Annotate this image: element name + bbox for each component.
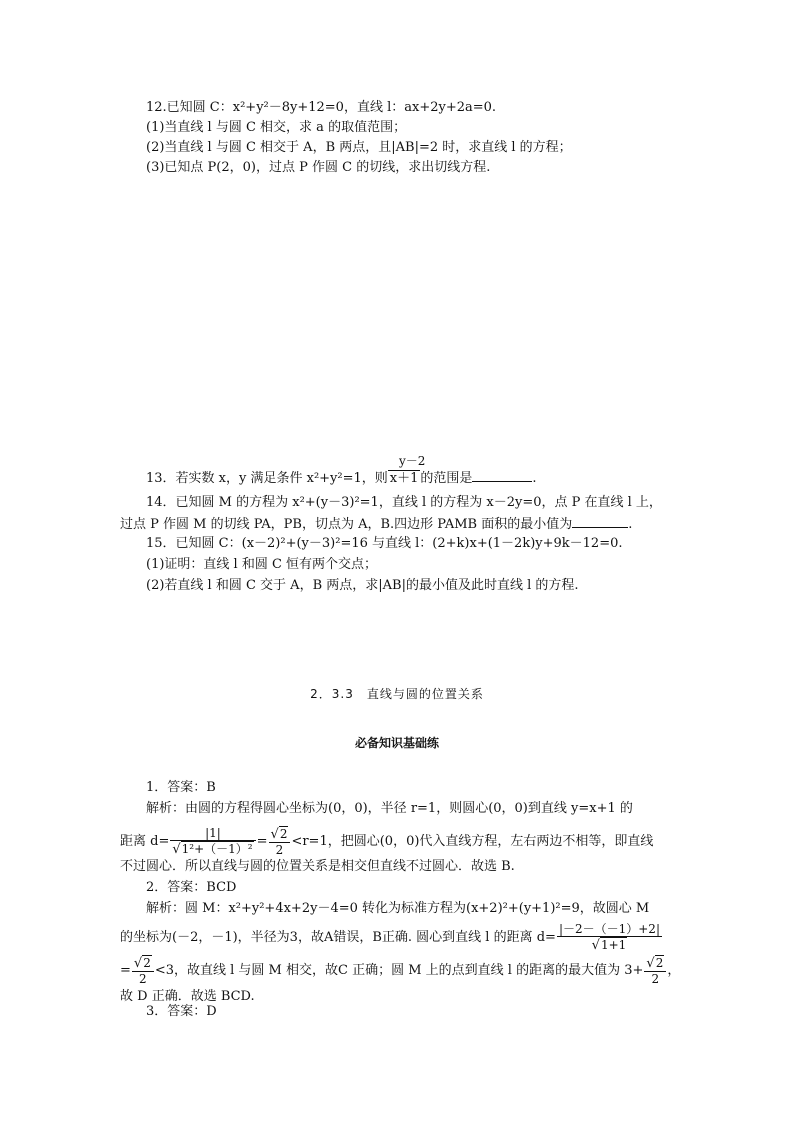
problem-12-part-3: (3)已知点 P(2，0)，过点 P 作圆 C 的切线，求出切线方程. [146,160,491,175]
answer-2-line-2 [120,922,663,953]
answer-2-fraction-numerator: |－2－（－1）+2| [558,922,660,936]
answer-1-distance-fraction [170,826,255,857]
answer-2-max-sqrt2-radicand: 2 [655,956,664,970]
answer-2-sqrt2-denominator: 2 [139,972,147,986]
answer-2-label: 2．答案：BCD [146,880,237,895]
answer-1-sqrt2-radicand: 2 [279,827,288,841]
answer-2-max-sqrt2-denominator: 2 [651,972,660,986]
problem-14-end: . [628,517,633,532]
answer-2-line-4: 故 D 正确．故选 BCD. [120,989,255,1004]
section-subtitle: 必备知识基础练 [354,736,439,750]
answer-1-line-2 [120,826,653,857]
problem-14-answer-blank [572,515,628,528]
answer-1-fraction-denominator: √1²+（－1）² [172,842,253,857]
answer-1-sqrt2-over-2 [269,826,291,857]
problem-14-line-2-text: 过点 P 作圆 M 的切线 PA，PB，切点为 A，B.四边形 PAMB 面积的最小值为 [120,517,573,532]
problem-13-suffix: 的范围是 [420,471,473,486]
answer-2-line-1: 解析：圆 M：x²+y²+4x+2y－4=0 转化为标准方程为(x+2)²+(y+1)²=9，故圆心 M [146,901,650,916]
problem-14-line-1: 14．已知圆 M 的方程为 x²+(y－3)²=1，直线 l 的方程为 x－2y=0，点 P 在直线 l 上， [146,495,662,510]
answer-1-sqrt2-numerator: √2 [269,826,291,843]
problem-13-prefix: 13．若实数 x，y 满足条件 x²+y²=1，则 [146,471,388,486]
answer-2-sqrt2-radicand: 2 [143,956,151,970]
answer-2-line-3-end: ， [667,963,681,978]
problem-13-fraction-denominator: x＋1 [389,471,419,486]
problem-15-part-2: (2)若直线 l 和圆 C 交于 A，B 两点，求|AB|的最小值及此时直线 l 的方程. [146,578,579,593]
problem-13-end: . [532,471,537,486]
problem-14-line-2 [120,515,632,534]
answer-2-line-3 [120,955,680,986]
answer-1-equals: = [256,834,268,849]
problem-13-answer-blank [472,469,532,482]
answer-2-line-3-text: <3，故直线 l 与圆 M 相交，故C 正确；圆 M 上的点到直线 l 的距离的最大值为 3+ [154,963,644,978]
answer-1-radicand: 1²+（－1）² [181,842,253,856]
problem-12-stem: 12.已知圆 C：x²+y²－8y+12=0，直线 l：ax+2y+2a=0. [146,100,497,115]
answer-1-distance-label: 距离 d= [120,834,170,849]
answer-2-max-sqrt2-numerator: √2 [644,955,666,972]
problem-12-part-1: (1)当直线 l 与圆 C 相交，求 a 的取值范围； [146,120,407,135]
answer-3-label: 3．答案：D [146,1004,217,1019]
answer-2-fraction-denominator: √1+1 [591,938,627,953]
problem-15-stem: 15．已知圆 C：(x－2)²+(y－3)²=16 与直线 l：(2+k)x+(1－2k)y+9k－12=0. [146,536,623,551]
answer-2-sqrt2-over-2 [132,955,154,986]
answer-1-line-1: 解析：由圆的方程得圆心坐标为(0，0)，半径 r=1，则圆心(0，0)到直线 y=x+1 的 [146,801,633,816]
answer-1-label: 1．答案：B [146,780,216,795]
answer-1-line-2-text: <r=1，把圆心(0，0)代入直线方程，左右两边不相等，即直线 [291,834,654,849]
answer-2-sqrt2-numerator: √2 [132,955,154,972]
answer-1-sqrt2-denominator: 2 [275,843,284,857]
problem-13-fraction-numerator: y－2 [399,454,426,468]
problem-15-part-1: (1)证明：直线 l 和圆 C 恒有两个交点； [146,557,378,572]
problem-13 [146,469,537,488]
answer-1-fraction-numerator: |1| [170,826,255,841]
answer-2-distance-fraction [557,922,662,953]
answer-2-max-distance-fraction [644,955,666,986]
problem-12-part-2: (2)当直线 l 与圆 C 相交于 A，B 两点，且|AB|=2 时，求直线 l 的方程； [146,140,572,155]
answer-2-radicand: 1+1 [600,938,627,952]
answer-2-distance-label: 的坐标为(－2，－1)，半径为3，故A错误，B正确. 圆心到直线 l 的距离 d= [120,930,556,945]
answer-2-equals: = [120,963,131,978]
answer-1-line-3: 不过圆心．所以直线与圆的位置关系是相交但直线不过圆心．故选 B. [120,859,515,874]
section-title: 2．3.3 直线与圆的位置关系 [310,687,484,701]
